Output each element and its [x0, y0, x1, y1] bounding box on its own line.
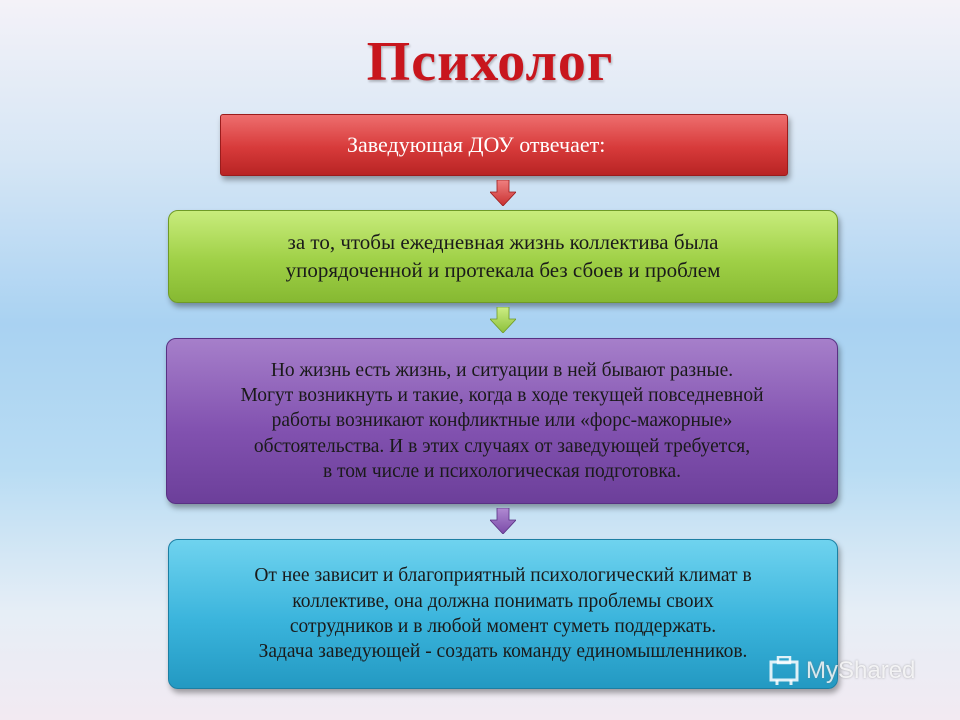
box-responsibility-header [220, 114, 788, 176]
arrow-down-icon [490, 180, 516, 206]
arrow-down-icon [490, 307, 516, 333]
slide-title: Психолог [366, 31, 614, 93]
myshared-logo-icon [768, 656, 802, 686]
box-situations [166, 338, 838, 504]
box-text: Но жизнь есть жизнь, и ситуации в ней бывают разные. Могут возникнуть и такие, когда в ходе текущей повседневной работы возникают конфликтные или «форс-мажорные» обстоятельства. И в этих случаях от заведующей требуется, в том числе и психологическая подготовка. [240, 359, 764, 483]
arrow-down-icon [490, 508, 516, 534]
box-climate [168, 539, 838, 689]
box-text: Заведующая ДОУ отвечает: [347, 132, 606, 157]
box-text: От нее зависит и благоприятный психологический климат в коллективе, она должна понимать проблемы своих сотрудников и в любой момент суметь поддержать. Задача заведующей - создать команду единомышленников. [254, 565, 752, 663]
box-text: за то, чтобы ежедневная жизнь коллектива была упорядоченной и протекала без сбоев и проблем [285, 230, 721, 282]
box-daily-life [168, 210, 838, 303]
watermark-text: MyShared [806, 657, 916, 684]
watermark [768, 656, 915, 686]
